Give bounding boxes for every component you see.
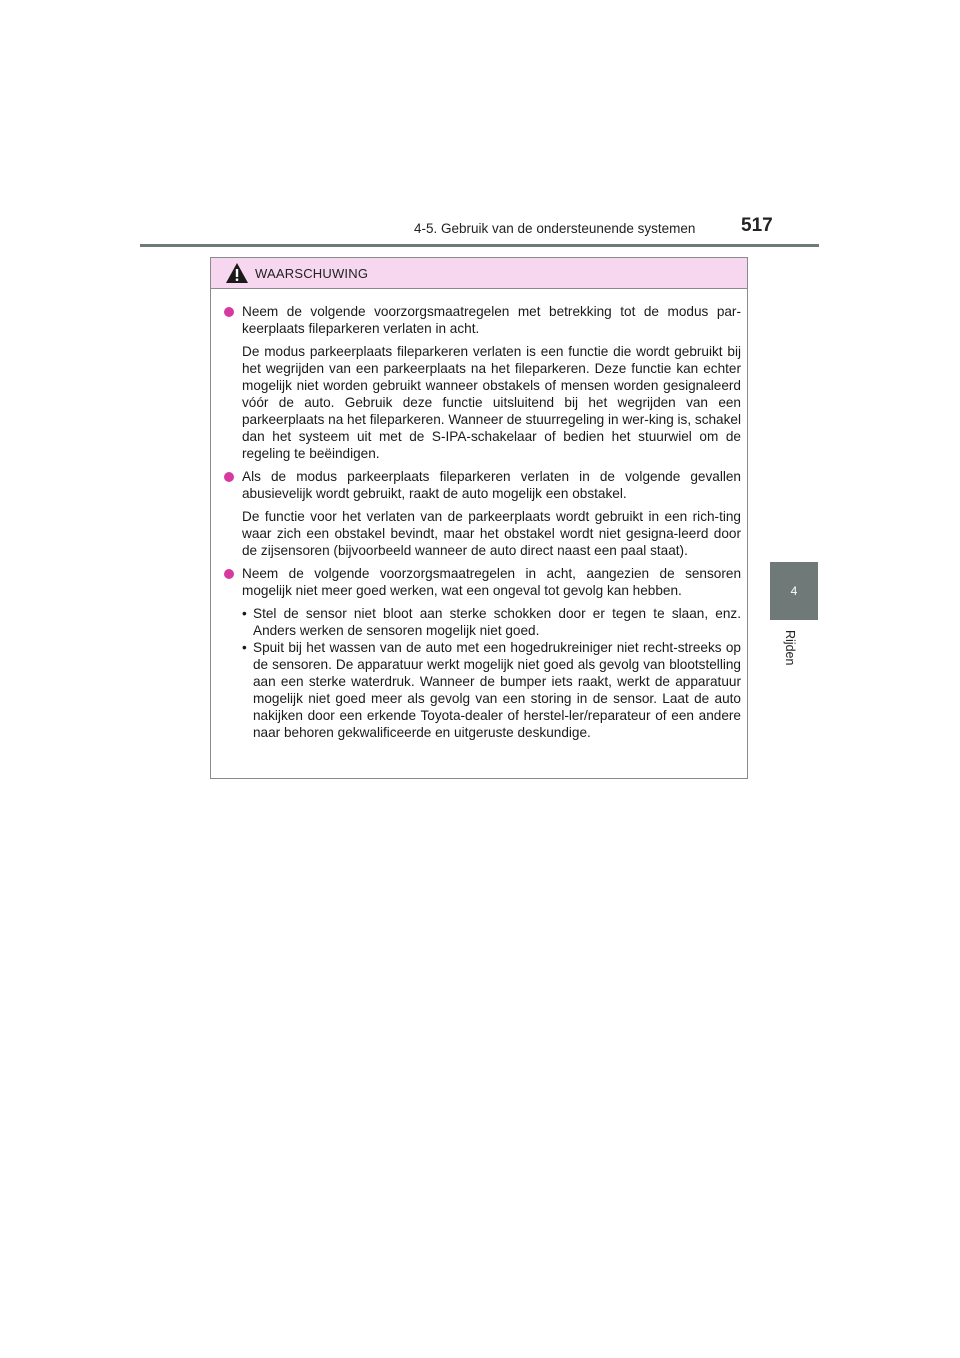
sub-list bbox=[242, 605, 741, 741]
chapter-number: 4 bbox=[790, 584, 798, 598]
section-title: 4-5. Gebruik van de ondersteunende systemen bbox=[414, 221, 696, 236]
sub-item-text: Stel de sensor niet bloot aan sterke schokken door er tegen te slaan, enz. Anders werken de sensoren mogelijk niet goed. bbox=[253, 606, 741, 638]
bullet-icon bbox=[224, 307, 234, 317]
page-number: 517 bbox=[741, 215, 773, 236]
sub-bullet-icon: • bbox=[242, 640, 247, 655]
item-lead: Neem de volgende voorzorgsmaatregelen in acht, aangezien de sensoren mogelijk niet meer goed werken, wat een ongeval tot gevolg kan hebben. bbox=[242, 566, 741, 598]
warning-box bbox=[210, 257, 748, 779]
sub-item bbox=[242, 639, 741, 741]
bullet-icon bbox=[224, 569, 234, 579]
warning-item bbox=[224, 303, 741, 462]
sub-item bbox=[242, 605, 741, 639]
sub-bullet-icon: • bbox=[242, 606, 247, 621]
warning-title: WAARSCHUWING bbox=[255, 265, 369, 281]
warning-item bbox=[224, 468, 741, 559]
header-divider bbox=[140, 244, 819, 247]
warning-body bbox=[211, 289, 747, 741]
warning-item bbox=[224, 565, 741, 741]
bullet-icon bbox=[224, 472, 234, 482]
item-detail: De modus parkeerplaats fileparkeren verlaten is een functie die wordt gebruikt bij het wegrijden van een parkeerplaats na het fileparkeren. Deze functie kan echter mogelijk niet worden gebruikt wanneer obstakels of mensen worden gesignaleerd vóór de auto. Gebruik deze functie uitsluitend bij het wegrijden van een parkeerplaats na het fileparkeren. Wanneer de stuurregeling in wer-king is, schakel dan het systeem uit met de S-IPA-schakelaar of bedien het stuurwiel om de regeling te beëindigen. bbox=[242, 344, 741, 461]
warning-header bbox=[211, 258, 747, 289]
chapter-tab bbox=[770, 562, 818, 620]
chapter-label: Rijden bbox=[783, 630, 797, 666]
warning-triangle-icon bbox=[225, 262, 249, 284]
item-detail: De functie voor het verlaten van de parkeerplaats wordt gebruikt in een rich-ting waar zich een obstakel bevindt, maar het obstakel wordt niet gesigna-leerd door de zijsensoren (bijvoorbeeld wanneer de auto direct naast een paal staat). bbox=[242, 509, 741, 558]
item-lead: Als de modus parkeerplaats fileparkeren verlaten in de volgende gevallen abusievelijk wordt gebruikt, raakt de auto mogelijk een obstakel. bbox=[242, 469, 741, 501]
sub-item-text: Spuit bij het wassen van de auto met een hogedrukreiniger niet recht-streeks op de sensoren. De apparatuur werkt mogelijk niet goed als gevolg van blootstelling aan een sterke waterdruk. Wanneer de bumper iets raakt, werkt de apparatuur mogelijk niet goed meer als gevolg van een storing in de sensor. Laat de auto nakijken door een erkende Toyota-dealer of herstel-ler/reparateur of een andere naar behoren gekwalificeerde en uitgeruste deskundige. bbox=[253, 640, 741, 740]
item-lead: Neem de volgende voorzorgsmaatregelen met betrekking tot de modus par-keerplaats fileparkeren verlaten in acht. bbox=[242, 304, 741, 336]
